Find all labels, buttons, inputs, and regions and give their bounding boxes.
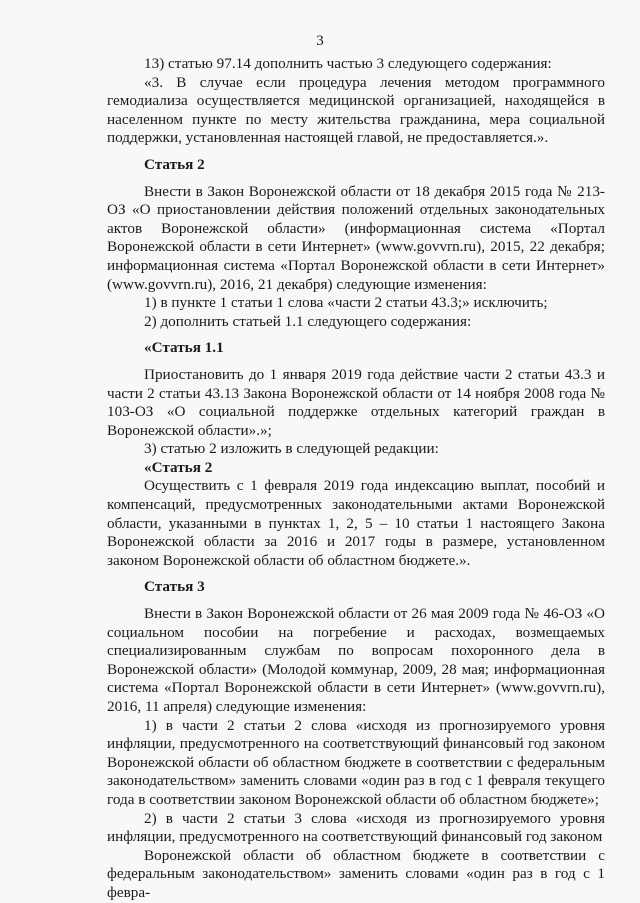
article-heading: Статья 2 bbox=[144, 155, 205, 173]
paragraph: 2) в части 2 статьи 3 слова «исходя из прогнозируемого уровня инфляции, предусмотренного на соответствующий финансовый год законом bbox=[107, 809, 605, 846]
document-body bbox=[107, 55, 605, 903]
paragraph: Приостановить до 1 января 2019 года действие части 2 статьи 43.3 и части 2 статьи 43.13 Закона Воронежской области от 14 ноября 2008 года № 103-ОЗ «О социальной поддержке отдельных категорий граждан в Воронежской области».»; bbox=[107, 365, 605, 439]
paragraph: Осуществить с 1 февраля 2019 года индексацию выплат, пособий и компенсаций, предусмотренных законодательными актами Воронежской области, указанными в пунктах 1, 2, 5 – 10 статьи 1 настоящего Закона Воронежской области за 2016 и 2017 годы в размере, установленном законом Воронежской области об областном бюджете.». bbox=[107, 477, 605, 569]
paragraph: Внести в Закон Воронежской области от 18 декабря 2015 года № 213-ОЗ «О приостановлении действия положений отдельных законодательных актов Воронежской области» (информационная система «Портал Воронежской области в сети Интернет» (www.govvrn.ru), 2015, 22 декабря; информационная система «Портал Воронежской области в сети Интернет» (www.govvrn.ru), 2016, 21 декабря) следующие изменения: bbox=[107, 182, 605, 293]
article-heading: «Статья 1.1 bbox=[144, 339, 224, 357]
paragraph: 1) в пункте 1 статьи 1 слова «части 2 статьи 43.3;» исключить; bbox=[144, 294, 548, 312]
article-heading: «Статья 2 bbox=[144, 458, 213, 476]
paragraph: 13) статью 97.14 дополнить частью 3 следующего содержания: bbox=[144, 55, 552, 72]
paragraph: 2) дополнить статьей 1.1 следующего содержания: bbox=[144, 312, 472, 330]
paragraph: Воронежской области об областном бюджете в соответствии с федеральным законодательством» заменить словами «один раз в год с 1 февра- bbox=[107, 846, 605, 901]
article-heading: Статья 3 bbox=[144, 578, 205, 596]
paragraph: 3) статью 2 изложить в следующей редакции: bbox=[144, 440, 439, 458]
paragraph: «3. В случае если процедура лечения методом программного гемодиализа осуществляется медицинской организацией, находящейся в населенном пункте по месту жительства гражданина, мера социальной поддержки, установленная настоящей главой, не предоставляется.». bbox=[107, 73, 605, 147]
paragraph: Внести в Закон Воронежской области от 26 мая 2009 года № 46-ОЗ «О социальном пособии на погребение и расходах, возмещаемых специализированным службам по вопросам похоронного дела в Воронежской области» (Молодой коммунар, 2009, 28 мая; информационная система «Портал Воронежской области в сети Интернет» (www.govvrn.ru), 2016, 11 апреля) следующие изменения: bbox=[107, 605, 605, 715]
paragraph: 1) в части 2 статьи 2 слова «исходя из прогнозируемого уровня инфляции, предусмотренного на соответствующий финансовый год законом Воронежской области об областном бюджете в соответствии с федеральным законодательством» заменить словами «один раз в год с 1 февраля текущего года в соответствии законом Воронежской области об областном бюджете»; bbox=[107, 716, 605, 808]
page-number: 3 bbox=[316, 33, 324, 49]
